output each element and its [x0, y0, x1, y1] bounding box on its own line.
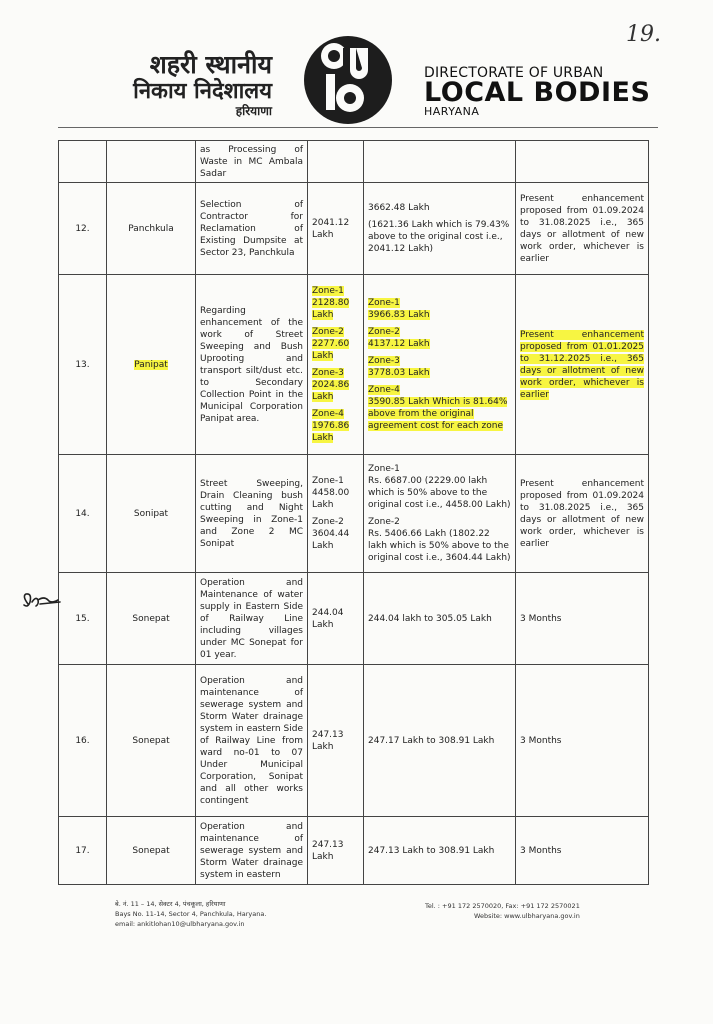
zone-spacer — [368, 379, 511, 384]
zone-value: 4137.12 Lakh — [368, 339, 430, 349]
period-text: 3 Months — [520, 613, 562, 624]
hindi-title-line2: निकाय निदेशालय — [133, 79, 272, 104]
zone-value: 3966.83 Lakh — [368, 310, 430, 320]
zone-value: 3662.48 Lakh — [368, 203, 430, 213]
description-cell: as Processing of Waste in MC Ambala Sadar — [196, 141, 308, 183]
enhanced-cost-cell — [364, 665, 516, 817]
zone-value: 244.04 Lakh — [312, 607, 344, 630]
city-cell — [107, 275, 196, 455]
description-cell: Operation and maintenance of sewerage system and Storm Water drainage system in eastern Side of Railway Line from ward no-01 to 07 Under Municipal Corporation, Sonipat and all other works contingent — [196, 665, 308, 817]
zone-value: 244.04 lakh to 305.05 Lakh — [368, 613, 492, 624]
period-text: Present enhancement proposed from 01.09.2024 to 31.08.2025 i.e., 365 days or allotment of new work order, whichever is earlier — [520, 193, 644, 264]
city-cell — [107, 817, 196, 885]
zone-spacer — [368, 321, 511, 326]
zone-value: 247.13 Lakh to 308.91 Lakh — [368, 845, 495, 856]
period-text: 3 Months — [520, 735, 562, 746]
table-row — [59, 455, 649, 573]
city-cell — [107, 573, 196, 665]
description-cell: Regarding enhancement of the work of Street Sweeping and Bush Uprooting and transport silt/dust etc. to Secondary Collection Point in the Municipal Corporation Panipat area. — [196, 275, 308, 455]
handwritten-initials — [18, 590, 68, 614]
city-name: Panchkula — [128, 223, 174, 234]
zone-label: Zone-2 — [368, 327, 400, 337]
table-row — [59, 141, 649, 183]
hindi-department-title — [72, 50, 272, 118]
serial-number-cell — [59, 141, 107, 183]
enhanced-cost-cell — [364, 141, 516, 183]
table-row — [59, 573, 649, 665]
zone-label: Zone-1 — [312, 476, 344, 486]
zone-value: 3604.44 Lakh — [312, 529, 350, 551]
city-cell — [107, 141, 196, 183]
zone-value: 1976.86 Lakh — [312, 421, 350, 443]
period-cell — [516, 183, 649, 275]
footer-phone: Tel. : +91 172 2570020, Fax: +91 172 2570021 — [425, 902, 580, 910]
zone-spacer — [368, 350, 511, 355]
footer-address-line: Bays No. 11-14, Sector 4, Panchkula, Haryana. — [115, 910, 267, 918]
zone-spacer — [312, 403, 359, 408]
city-cell — [107, 665, 196, 817]
works-table — [58, 140, 649, 885]
period-text: Present enhancement proposed from 01.01.2025 to 31.12.2025 i.e., 365 days or allotment of new work order, whichever is earlier — [520, 329, 644, 400]
serial-number-cell: 17. — [59, 817, 107, 885]
hindi-title-line3: हरियाणा — [235, 104, 272, 118]
city-name: Sonepat — [132, 845, 170, 856]
zone-value: 2128.80 Lakh — [312, 298, 350, 320]
hindi-title-line1: शहरी स्थानीय — [149, 50, 272, 79]
zone-spacer — [312, 321, 359, 326]
original-cost-cell — [308, 817, 364, 885]
enhanced-cost-cell — [364, 573, 516, 665]
city-name: Sonipat — [133, 508, 169, 519]
city-name: Sonepat — [132, 735, 170, 746]
zone-value: Rs. 6687.00 (2229.00 lakh which is 50% above to the original cost i.e., 4458.00 Lakh) — [368, 476, 511, 510]
zone-value: 247.13 Lakh — [312, 839, 344, 862]
original-cost-cell — [308, 455, 364, 573]
city-name: Sonepat — [132, 613, 170, 624]
description-cell: Street Sweeping, Drain Cleaning bush cutting and Night Sweeping in Zone-1 and Zone 2 MC Sonipat — [196, 455, 308, 573]
description-cell: Operation and Maintenance of water supply in Eastern Side of Railway Line including villages under MC Sonepat for 01 year. — [196, 573, 308, 665]
serial-number-cell: 12. — [59, 183, 107, 275]
zone-value: 2024.86 Lakh — [312, 380, 350, 402]
zone-spacer — [368, 214, 511, 219]
serial-number-cell: 13. — [59, 275, 107, 455]
enhanced-cost-cell — [364, 817, 516, 885]
footer-hindi-address: बे. नं. 11 – 14, सेक्टर 4, पंचकूला, हरियाणा — [115, 900, 226, 908]
enhanced-cost-cell — [364, 455, 516, 573]
original-cost-cell — [308, 665, 364, 817]
footer-email: email: ankitlohan10@ulbharyana.gov.in — [115, 920, 245, 928]
city-cell — [107, 183, 196, 275]
zone-value: (1621.36 Lakh which is 79.43% above to the original cost i.e., 2041.12 Lakh) — [368, 220, 510, 254]
table-row — [59, 183, 649, 275]
english-title-line3: HARYANA — [424, 105, 480, 118]
original-cost-cell — [308, 183, 364, 275]
original-cost-cell — [308, 141, 364, 183]
zone-label: Zone-4 — [368, 385, 400, 395]
zone-label: Zone-2 — [312, 327, 344, 337]
zone-value: 247.17 Lakh to 308.91 Lakh — [368, 735, 495, 746]
zone-value: 2277.60 Lakh — [312, 339, 350, 361]
enhanced-cost-cell — [364, 275, 516, 455]
zone-label: Zone-4 — [312, 409, 344, 419]
header-divider — [58, 127, 658, 128]
zone-label: Zone-1 — [368, 464, 400, 474]
period-cell — [516, 817, 649, 885]
zone-value: Rs. 5406.66 Lakh (1802.22 lakh which is 50% above to the original cost i.e., 3604.44 Lakh) — [368, 529, 511, 563]
zone-label: Zone-3 — [368, 356, 400, 366]
description-cell: Operation and maintenance of sewerage system and Storm Water drainage system in eastern — [196, 817, 308, 885]
zone-label: Zone-2 — [368, 517, 400, 527]
zone-value: 3778.03 Lakh — [368, 368, 430, 378]
table-row — [59, 665, 649, 817]
zone-label: Zone-2 — [312, 517, 344, 527]
period-cell — [516, 455, 649, 573]
english-department-title — [424, 66, 650, 117]
description-cell: Selection of Contractor for Reclamation of Existing Dumpsite at Sector 23, Panchkula — [196, 183, 308, 275]
zone-value: 4458.00 Lakh — [312, 488, 350, 510]
city-cell — [107, 455, 196, 573]
serial-number-cell: 16. — [59, 665, 107, 817]
original-cost-cell — [308, 573, 364, 665]
table-row — [59, 275, 649, 455]
english-title-line2: LOCAL BODIES — [424, 77, 651, 108]
period-text: 3 Months — [520, 845, 562, 856]
original-cost-cell — [308, 275, 364, 455]
table-row — [59, 817, 649, 885]
zone-label: Zone-3 — [312, 368, 344, 378]
period-cell — [516, 141, 649, 183]
period-text: Present enhancement proposed from 01.09.2024 to 31.08.2025 i.e., 365 days or allotment of new work order, whichever is earlier — [520, 478, 644, 549]
serial-number-cell: 14. — [59, 455, 107, 573]
ulb-logo — [286, 34, 410, 126]
enhanced-cost-cell — [364, 183, 516, 275]
footer-website: Website: www.ulbharyana.gov.in — [473, 912, 580, 920]
zone-value: 247.13 Lakh — [312, 729, 344, 752]
zone-value: 2041.12 Lakh — [312, 217, 350, 240]
page-number: 19. — [626, 22, 661, 47]
footer-address — [115, 899, 266, 929]
footer-contact — [425, 901, 580, 921]
zone-spacer — [312, 362, 359, 367]
period-cell — [516, 573, 649, 665]
period-cell — [516, 275, 649, 455]
city-name: Panipat — [134, 359, 168, 370]
english-title-line1: DIRECTORATE OF URBAN — [424, 65, 604, 81]
zone-label: Zone-1 — [312, 286, 344, 296]
period-cell — [516, 665, 649, 817]
zone-label: Zone-1 — [368, 298, 400, 308]
serial-number-cell: 15. — [59, 573, 107, 665]
zone-value: 3590.85 Lakh Which is 81.64% above from the original agreement cost for each zone — [368, 397, 508, 431]
